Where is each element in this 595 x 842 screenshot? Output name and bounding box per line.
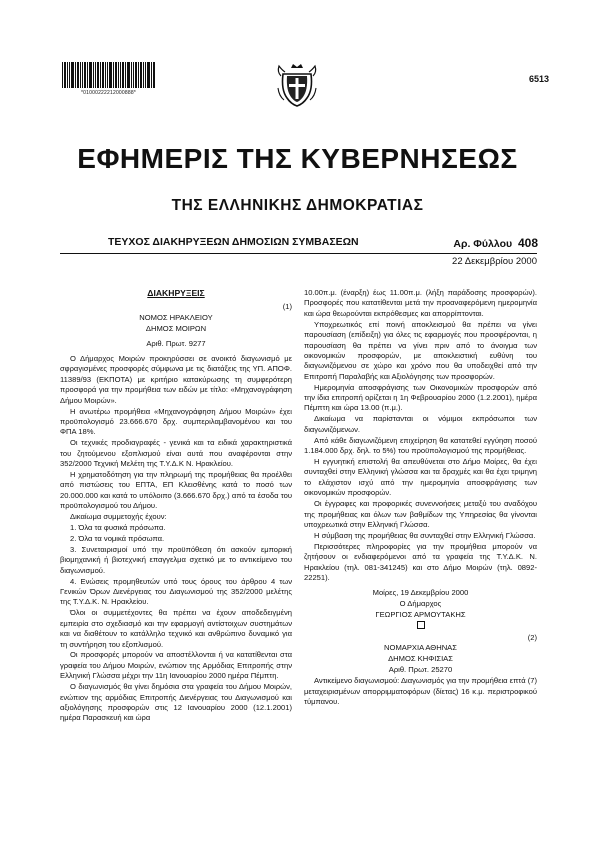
issue-date: 22 Δεκεμβρίου 2000 (452, 256, 537, 267)
sheet-label: Αρ. Φύλλου (453, 238, 513, 250)
paragraph: 10.00π.μ. (έναρξη) έως 11.00π.μ. (λήξη παράδοσης προσφορών). Προσφορές που κατατίθενται μετά την προαναφερόμενη ημερομηνία και ώρα θεωρούνται εκπρόθεσμες και απορρίπτονται. (304, 288, 537, 318)
paragraph: Από κάθε διαγωνιζόμενη επιχείρηση θα κατατεθεί εγγύηση ποσού 1.184.000 δρχ. δηλ. το 5%) του προϋπολογισμού της προμήθειας. (304, 435, 537, 456)
paragraph: Οι προσφορές μπορούν να αποστέλλονται ή να κατατίθενται στα γραφεία του Δήμου Μοιρών, ενώπιον της Αρμόδιας Επιτροπής στην Ελληνική Γλώσσα μέχρι την 11η Ιανουαρίου 2000 ημέρα Πέμπτη. (60, 650, 292, 681)
paragraph: Αντικείμενο διαγωνισμού: Διαγωνισμός για την προμήθεια επτά (7) μεταχειρισμένων απορριμματοφόρων (δίετας) 16 κ.μ. περιστροφικού τύμπανου. (304, 676, 537, 706)
paragraph: Η εγγυητική επιστολή θα απευθύνεται στο Δήμο Μοίρες, θα έχει συνταχθεί στην Ελληνική γλώσσα και τα δραχμές και θα έχει τριμηνη το ελάχιστον ισχύ από την ημερομηνία αποσφράγισης των οικονομικών προσφορών. (304, 457, 537, 498)
sheet-number-group (453, 236, 538, 250)
paragraph: Δικαίωμα συμμετοχής έχουν: (70, 512, 167, 522)
paragraph: Όλοι οι συμμετέχοντες θα πρέπει να έχουν αποδεδειγμένη εμπειρία στο σχεδιασμό και την εφαρμογή αντίστοιχων συστημάτων και να διαθέτουν το κατάλληλο τεχνικό και ανθρώπινο δυναμικό για τη συντήρηση του εξοπλισμού. (60, 608, 292, 649)
authority-name: ΝΟΜΟΣ ΗΡΑΚΛΕΙΟΥ (139, 313, 213, 323)
paragraph: Οι έγγραφες και προφορικές συνεννοήσεις μεταξύ του αναδόχου της προμήθειας και όλων των βαθμίδων της Υπηρεσίας θα γίνονται υποχρεωτικά στην Ελληνική Γλώσσα. (304, 499, 537, 529)
paragraph: Υποχρεωτικός επί ποινή αποκλεισμού θα πρέπει να γίνει παρουσίαση (επίδειξη) για όλες τις εφαρμογές που προσφέρονται, η παρουσίαση θα πρέπει να γίνει πριν από το άνοιγμα των οικονομικών προσφορών, με αποκλειστική ευθύνη του διαγωνιζόμενου σε χώρο και χρόνο που θα υποδειχθεί από την Επιτροπή Παραλαβής και Αξιολόγησης των προσφορών. (304, 319, 537, 381)
list-item: 4. Ενώσεις προμηθευτών υπό τους όρους του άρθρου 4 των Γενικών Όρων Διενέργειας του Διαγωνισμού της 352/2000 μελέτης της Τ.Υ.Δ.Κ. Ν. Ηρακλείου. (60, 576, 292, 607)
paragraph: Οι τεχνικές προδιαγραφές - γενικά και τα ειδικά χαρακτηριστικά του ζητούμενου εξοπλισμού είναι αυτά που αναφέρονται στην 352/2000 Τεχνική Μελέτη της Τ.Υ.Δ.Κ Ν. Ηρακλείου. (60, 438, 292, 469)
place-date: Μοίρες, 19 Δεκεμβρίου 2000 (372, 587, 469, 597)
paragraph: Ο διαγωνισμός θα γίνει δημόσια στα γραφεία του Δήμου Μοιρών, ενώπιον της αρμόδιας Επιτροπής Διενέργειας του Διαγωνισμού και αξιολόγησης προσφορών στις 12 Ιανουαρίου 2000 (12.1.2001) ημέρα Παρασκευή και ώρα (60, 682, 292, 723)
authority-name: ΔΗΜΟΣ ΜΟΙΡΩΝ (145, 324, 207, 334)
authority-name: ΝΟΜΑΡΧΙΑ ΑΘΗΝΑΣ (384, 643, 457, 653)
paragraph: Η χρηματοδότηση για την πληρωμή της προμήθειας θα προέλθει από πιστώσεις του ΕΠΤΑ, ΕΠ Κλεισθένης κατά το ποσό των 20.000.000 και κατά το υπόλοιπο (3.666.670 δρχ.) από τα έσοδα του προϋπολογισμού του Δήμου. (60, 470, 292, 511)
authority-name: ΔΗΜΟΣ ΚΗΦΙΣΙΑΣ (388, 654, 453, 664)
reference-number: Αριθ. Πρωτ. 9277 (146, 339, 206, 349)
paragraph: Ο Δήμαρχος Μοιρών προκηρύσσει σε ανοικτό διαγωνισμό με σφραγισμένες προσφορές σύμφωνα με τις διατάξεις της ΥΠ. ΑΠΟΦ. 11389/93 (ΕΚΠΟΤΑ) με κριτήριο κατακύρωσης τη συμφερότερη προσφορά για την προμήθεια των ειδών με τίτλο: «Μηχανογράφηση Δήμου Μοιρών». (60, 354, 292, 405)
barcode-number: *01000222212000888* (81, 90, 136, 96)
signer-name: ΓΕΩΡΓΙΟΣ ΑΡΜΟΥΤΑΚΗΣ (375, 609, 466, 619)
paragraph: Περισσότερες πληροφορίες για την προμήθεια μπορούν να ζητήσουν οι ενδιαφερόμενοι από τα γραφεία της Τ.Υ.Δ.Κ. Ν. Ηρακλείου (τηλ. 081-341245) και στο Δήμο Μοιρών (τηλ. 0892-22251). (304, 541, 537, 582)
paragraph: Ημερομηνία αποσφράγισης των Οικονομικών προσφορών από την ίδια επιτροπή ορίζεται η 1η Φεβρουαρίου 2000 (1.2.2001), ημέρα Πέμπτη και ώρα 13.00 (π.μ.). (304, 382, 537, 413)
issue-type: ΤΕΥΧΟΣ ΔΙΑΚΗΡΥΞΕΩΝ ΔΗΜΟΣΙΩΝ ΣΥΜΒΑΣΕΩΝ (108, 236, 359, 248)
text-column-left (60, 288, 292, 724)
section-heading: ΔΙΑΚΗΡΥΞΕΙΣ (147, 288, 205, 298)
separator-square-icon (417, 621, 425, 629)
page-number: 6513 (528, 74, 549, 84)
sheet-number: 408 (517, 236, 538, 250)
issue-info-row (108, 236, 538, 250)
reference-number: Αριθ. Πρωτ. 25270 (388, 665, 453, 675)
barcode (62, 62, 155, 88)
list-item: 2. Όλα τα νομικά πρόσωπα. (70, 533, 165, 543)
paragraph: Δικαίωμα να παρίστανται οι νόμιμοι εκπρόσωποι των διαγωνιζόμενων. (304, 414, 537, 434)
notice-marker: (2) (527, 632, 537, 642)
gazette-subtitle: ΤΗΣ ΕΛΛΗΝΙΚΗΣ ΔΗΜΟΚΡΑΤΙΑΣ (171, 197, 424, 214)
header-divider (60, 253, 537, 254)
list-item: 3. Συνεταιρισμοί υπό την προϋπόθεση ότι ασκούν εμπορική βιομηχανική ή βιοτεχνική επαγγελμα σχετικό με το αντικείμενο του διαγωνισμού. (60, 544, 292, 575)
text-column-right (304, 288, 537, 708)
paragraph: Η ανωτέρω προμήθεια «Μηχανογράφηση Δήμου Μοιρών» έχει προϋπολογισμό 23.666.670 δρχ. συμπεριλαμβανομένου και του ΦΠΑ 18%. (60, 406, 292, 437)
list-item: 1. Όλα τα φυσικά πρόσωπα. (70, 523, 166, 533)
greek-coat-of-arms-emblem (275, 60, 319, 108)
paragraph: Η σύμβαση της προμήθειας θα συνταχθεί στην Ελληνική Γλώσσα. (314, 530, 536, 540)
gazette-title: ΕΦΗΜΕΡΙΣ ΤΗΣ ΚΥΒΕΡΝΗΣΕΩΣ (77, 143, 518, 174)
signer-role: Ο Δήμαρχος (399, 598, 442, 608)
notice-marker: (1) (282, 302, 292, 312)
